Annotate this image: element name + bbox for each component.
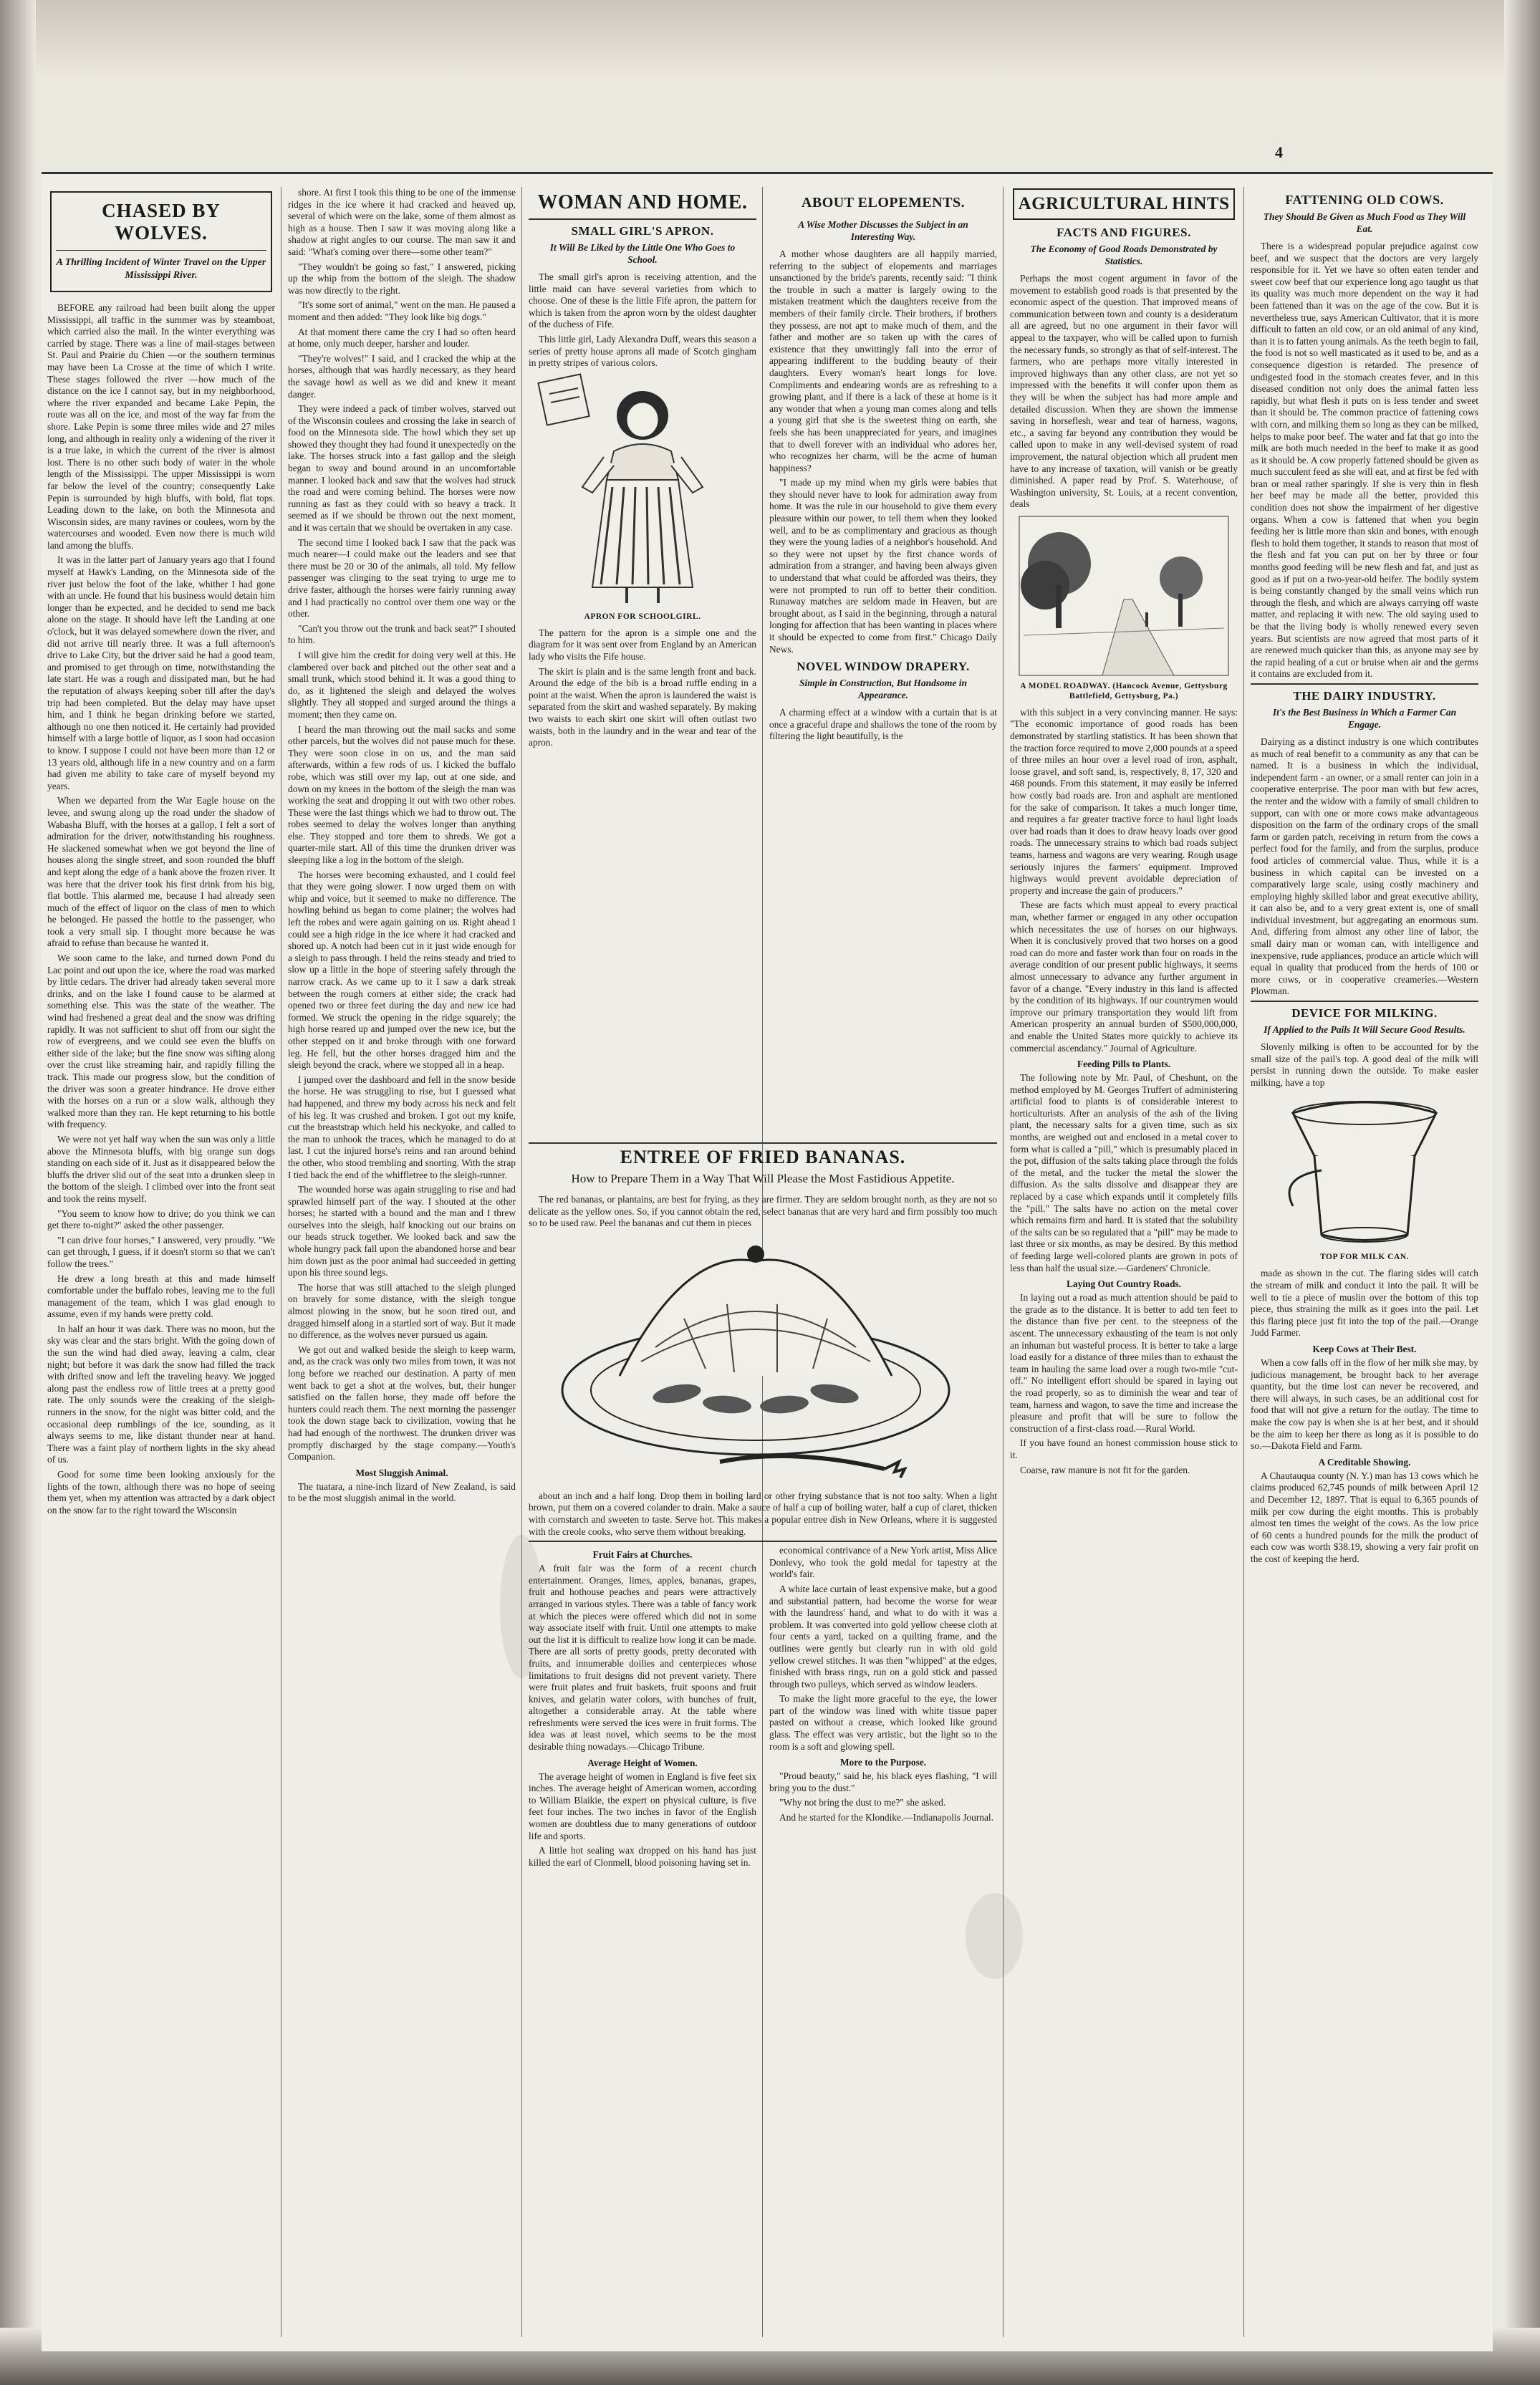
- article-paragraph: The horse that was still attached to the sleigh plunged on bravely for some distance, with the sleigh tongue almost plowing in the snow, but he soon tired out, and dragged himself along in a startled sort of way. But it made no difference, as the wolves never pursued us again.: [288, 1281, 516, 1341]
- article-deck: If Applied to the Pails It Will Secure Good Results.: [1264, 1024, 1466, 1036]
- article-paragraph: with this subject in a very convincing manner. He says: "The economic importance of good roads has been demonstrated by startling statistics. It has been shown that the traction force required to move 2,000 pounds at a speed of three miles an hour over a level road of iron, asphalt, loose gravel, and soft sand, is, respectively, 8, 17, 320 and 468 pounds. From this statement, it may easily be inferred how costly bad roads are. Iron and asphalt are mentioned for the sake of comparison. It takes a much longer time, and requires a far greater tractive force to haul light loads over bad roads than it does to draw heavy loads over good roads. The unnecessary strains to which bad roads subject teams, harness and wagons are very wearing. Rough usage seriously injures the farmers' equipment. Improved highways would prevent avoidable depreciation of property and increase the gain of producers.": [1010, 706, 1238, 896]
- article-paragraph: In half an hour it was dark. There was no moon, but the sky was clear and the stars bright. With the going down of the sun the wind had died away, leaving a calm, clear night; but before it was dark the snow had filled the track with drifted snow and left the traveling heavy. We jogged along past the endless row of little trees at a pretty good rate. The only sounds were the creaking of the sleigh-runners in the snow, for the night was bitter cold, and the occasional deep rumblings of the ice, sounding, as it always seems to me, like distant thunder near at hand. There was a faint play of northern lights in the sky ahead of us.: [47, 1323, 275, 1465]
- column-5: [1010, 187, 1238, 2337]
- page-corner-mark: 4: [1275, 143, 1283, 161]
- article-paragraph: The skirt is plain and is the same length front and back. Around the edge of the bib is a broad ruffle ending in a point at the waist. When the apron is laundered the waist is separated from the skirt and washed separately. By making two waists to each skirt one skirt will often outlast two waists, both in the laundry and in the wear and tear of the apron.: [529, 665, 756, 748]
- entree-article: [529, 1140, 997, 2337]
- headline-chased-by-wolves: CHASED BY WOLVES.: [56, 200, 266, 251]
- subcolumn-right: [769, 1545, 997, 2018]
- article-paragraph: We were not yet half way when the sun was only a little above the Minnesota bluffs, with big orange sun dogs standing on each side of it. Just as it disappeared below the bluffs the driver slid out of the seat into a drunken sleep in the bottom of the sleigh. I climbed over into the front seat and took the reins myself.: [47, 1133, 275, 1204]
- headline-deck: A Thrilling Incident of Winter Travel on the Upper Mississippi River.: [56, 257, 266, 281]
- divider: [529, 218, 756, 220]
- article-paragraph: BEFORE any railroad had been built along the upper Mississippi, all traffic in the summer was by steamboat, which carried also the mail. In the winter everything was carried by stage. There was a line of mail-stages between St. Paul and Prairie du Chien —or the southern terminus may have been La Crosse at the time of which I write. These stages followed the river —how much of the distance on the ice I cannot say, but in my neighborhood, where the river expanded and became Lake Pepin, the route was all on the ice, and most of the way far from the shore. Lake Pepin is some three miles wide and 27 miles long, and although in reality only a widening of the river it is a true lake, in which the current of the river is almost lost. There is no other such body of water in the whole length of the Mississippi. The upper Mississippi is worn far below the level of the country; consequently Lake Pepin is surrounded by high bluffs, with bold, flat tops. Leading down to the lake, on both the Minnesota and Wisconsin sides, are many ravines or coulees, worn by the watercourses and wooded. Even now there is much wild land among the bluffs.: [47, 302, 275, 551]
- article-paragraph: economical contrivance of a New York artist, Miss Alice Donlevy, who took the gold medal for tapestry at the world's fair.: [769, 1545, 997, 1580]
- article-paragraph: When a cow falls off in the flow of her milk she may, by judicious management, be brought back to her average quantity, but the time lost can never be recovered, and there will always, in such cases, be an additional cost for food that will not give a return for the outlay. The time to make the cow pay is when she is at her best, and it should be the aim to keep her there as long as it is possible to do so.—Dakota Field and Farm.: [1251, 1357, 1478, 1452]
- subhead-creditable-showing: A Creditable Showing.: [1318, 1456, 1411, 1468]
- article-paragraph: "Can't you throw out the trunk and back seat?" I shouted to him.: [288, 622, 516, 646]
- article-paragraph: To make the light more graceful to the eye, the lower part of the window was lined with white tissue paper pasted on without a crease, which looked like ground glass. The effect was very artistic, but the light so to the room is a soft and glowing spell.: [769, 1693, 997, 1752]
- article-paragraph: The second time I looked back I saw that the pack was much nearer—I could make out the leaders and see that there must be 20 or 30 of the animals, all told. My fellow passenger was clinging to the seat trying to urge me to drive faster, although the horses were fairly running away and I had practically no control over them one way or the other.: [288, 536, 516, 620]
- model-roadway-illustration: [1016, 514, 1231, 678]
- article-paragraph: The average height of women in England is five feet six inches. The average height of American women, according to William Blaikie, the expert on physical culture, is five feet four inches. The two inches in favor of the English women are doubtless due to many generations of outdoor life and sports.: [529, 1770, 756, 1841]
- section-title-box: [1013, 188, 1235, 220]
- bananas-dish-illustration: [541, 1233, 985, 1490]
- article-paragraph: The horses were becoming exhausted, and I could feel that they were going slower. I now urged them on with whip and voice, but it seemed to make no difference. The howling behind us began to come plainer; the wolves had left the robes and were again gaining on us. Right ahead I could see a high ridge in the ice where it had cracked and shored up. A notch had been cut in it just wide enough for a sleigh to pass through. I held the reins steady and tried to slow up a little in the hope of steering safely through the narrow crack. As we came up to it I saw a dark streak between the rough corners at either side; the crack had opened two or three feet during the day and new ice had formed. We struck the opening in the ridge squarely; the high horse reared up and jumped over the new ice, but the other stepped on it and broke through with one forward leg. He fell, but the other horses dragged him and the sleigh beyond the crack, where we stopped all in a heap.: [288, 869, 516, 1071]
- headline-entree-fried-bananas: ENTREE OF FRIED BANANAS.: [620, 1147, 906, 1167]
- article-paragraph: "You seem to know how to drive; do you think we can get there to-night?" asked the other passenger.: [47, 1208, 275, 1231]
- milk-can-top-illustration: [1264, 1092, 1465, 1249]
- article-paragraph: We soon came to the lake, and turned down Pond du Lac point and out upon the ice, where the road was marked by little cedars. The driver had already taken several more drinks, and on the lake I found cause to be alarmed at something else. This was the state of the weather. The wind had freshened a great deal and the snow was drifting rapidly. It was not sufficient to shut off from our sight the row of evergreens, and we could see even the bluffs on either side of the lake; but the fine snow was sifting along over the crust like streaming hair, and rapidly filling the track. This made our progress slow, but the condition of the driver was soon a greater hindrance. He drove either with the horses on a run or a slow walk, although they walked more than they ran. He kept returning to his bottle with frequency.: [47, 953, 275, 1130]
- subhead-feeding-pills: Feeding Pills to Plants.: [1077, 1059, 1171, 1070]
- scan-edge-right: [1504, 0, 1540, 2385]
- article-paragraph: "It's some sort of animal," went on the man. He paused a moment and then added: "They look like big dogs.": [288, 299, 516, 322]
- column-1: [47, 187, 275, 2337]
- subhead-laying-out-roads: Laying Out Country Roads.: [1067, 1278, 1181, 1290]
- article-paragraph: shore. At first I took this thing to be one of the immense ridges in the ice where it had cracked and heaved up, several of which were on the lake, some of them almost as high as a house. Then I saw it was moving along like a shadow at right angles to our course. The man saw it and said: "What's coming over there—some other team?": [288, 187, 516, 257]
- divider: [1251, 1001, 1478, 1002]
- article-paragraph: Perhaps the most cogent argument in favor of the movement to establish good roads is that presented by the economic aspect of the question. That improved means of communication between town and county is a desideratum all are agreed, but no one argument in their favor will appeal to the taxpayer, who will be called upon to furnish the necessary funds, so strongly as that of self-interest. The farmers, who are perhaps more vitally interested in improved highways than any other class, are not yet so impressed with the benefits it will confer upon them as they will be when the subject has had more ample and detailed discussion. When they are shown the immense saving in horseflesh, wear and tear of harness, wagons, etc., a saving far beyond any contribution they would be called upon to make in any well-devised system of road improvement, the natural objection which all prudent men have to any increase of taxation, will vanish or be greatly diminished. A paper read by Prof. S. Waterhouse, of Washington university, St. Louis, at a recent convention, deals: [1010, 273, 1238, 510]
- article-paragraph: Good for some time been looking anxiously for the lights of the town, although there was no hope of seeing them yet, when my attention was attracted by a dark object on the snow far to the right toward the Wisconsin: [47, 1469, 275, 1516]
- article-paragraph: At that moment there came the cry I had so often heard at home, only much deeper, harsher and louder.: [288, 326, 516, 350]
- article-paragraph: If you have found an honest commission house stick to it.: [1010, 1437, 1238, 1460]
- subhead-keep-cows: Keep Cows at Their Best.: [1312, 1343, 1417, 1354]
- article-paragraph: "They're wolves!" I said, and I cracked the whip at the horses, although that was hardly necessary, as they heard the savage howl as well as we did and knew it meant danger.: [288, 352, 516, 400]
- article-deck: The Economy of Good Roads Demonstrated by Statistics.: [1030, 244, 1218, 266]
- column-rule: [1003, 187, 1004, 2337]
- column-3: [529, 187, 756, 1134]
- newspaper-page: [42, 172, 1493, 2351]
- article-paragraph: The wounded horse was again struggling to rise and had sprawled himself part of the way. I shouted at the other horses; he started with a bound and the man and I threw ourselves into the sleigh, half knocking out our brains on our heads struck together. We looked back and saw the whole hungry pack fall upon the abandoned horse and bear him down just as the poor animal had succeeded in getting upon his three sound legs.: [288, 1184, 516, 1278]
- subhead-fruit-fairs: Fruit Fairs at Churches.: [592, 1549, 693, 1561]
- article-paragraph: "I can drive four horses," I answered, very proudly. "We can get through, I guess, if it doesn't storm so that we can't follow the trees.": [47, 1234, 275, 1269]
- article-paragraph: Dairying as a distinct industry is one which contributes as much of real benefit to a community as any that can be named. It is a business in which the individual, independent farm - an owner, or a small renter can join in a cooperative enterprise. The poor man with but few acres, the renter and the widow with a family of small children to support, can with one or more cows make advantageous disposition on the farm of the ordinary crops of the small farm or garden patch, receiving in return from the cows a perfect food for the family, and from the surplus, produce food articles of commercial value. Thus, while it is a business in which capital can be invested on a comparatively large scale, using costly machinery and employing highly skilled labor and great executive ability, it can also be, and to a very great extent is, one of small individual investment, but aggregating an enormous sum. And, differing from almost any other line of labor, the small dairy man or woman can, with intelligence and inexpensive, rude appliances, produce an article which will equal in quality that produced from the herds of 100 or more cows, or in cooperative creameries.—Western Plowman.: [1251, 736, 1478, 997]
- article-deck: It's the Best Business in Which a Farmer Can Engage.: [1272, 706, 1457, 730]
- article-paragraph: A mother whose daughters are all happily married, referring to the subject of elopements and marriages unsanctioned by the bride's parents, recently said: "I think the trouble in such a matter is largely owing to the mistaken treatment which the daughters receive from the members of their family circle. Their brothers, if brothers they possess, are not apt to make much of them, and the father and mother are so taken up with the cares of existence that they unwittingly fall into the error of appearing indifferent to the budding beauty of their daughters. Every woman's heart longs for love. Compliments and endearing words are as refreshing to a growing plant, and if there is a lack of these at home is it any wonder that when a young man comes along and tells a young girl that she is the sweetest thing on earth, she feels she has been unappreciated for years, and imagines that to dwell forever with an individual who adores her, who recognizes her charm, will be the acme of human happiness?: [769, 249, 997, 473]
- scan-edge-left: [0, 0, 36, 2385]
- column-rule: [1243, 187, 1244, 2337]
- article-paragraph: A charming effect at a window with a curtain that is at once a graceful drape and shallows the tone of the room by filtering the light beautifully, is the: [769, 707, 997, 742]
- headline-box: [50, 191, 272, 292]
- article-paragraph: I jumped over the dashboard and fell in the snow beside the horse. He was struggling to rise, but I guessed what had happened, and threw my body across his neck and felt of his leg. It was crushed and broken. I got out my knife, cut the breaststrap which held his neckyoke, and called to the man to unhook the traces, which he managed to do at last. I cut the injured horse's reins and ran around behind the other, who stood trembling and snorting. With the strap I tied back the end of the whiffletree to the sleigh-runner.: [288, 1074, 516, 1180]
- column-rule: [521, 187, 522, 2337]
- column-4: [769, 187, 997, 1134]
- subhead-small-girls-apron: SMALL GIRL'S APRON.: [571, 224, 714, 238]
- subhead-novel-window-drapery: NOVEL WINDOW DRAPERY.: [797, 660, 970, 674]
- article-paragraph: "They wouldn't be going so fast," I answered, picking up the whip from the bottom of the sleigh. The shadow was now directly to the right.: [288, 261, 516, 296]
- article-deck: A Wise Mother Discusses the Subject in an Interesting Way.: [798, 219, 968, 242]
- article-paragraph: This little girl, Lady Alexandra Duff, wears this season a series of pretty house aprons all made of Scotch gingham in pretty stripes of various colors.: [529, 333, 756, 369]
- illustration-caption: APRON FOR SCHOOLGIRL.: [584, 612, 701, 621]
- section-title-agricultural-hints: AGRICULTURAL HINTS: [1018, 194, 1230, 213]
- illustration-caption: A MODEL ROADWAY. (Hancock Avenue, Gettysburg Battlefield, Gettysburg, Pa.): [1020, 681, 1228, 700]
- subhead-more-to-purpose: More to the Purpose.: [839, 1757, 927, 1768]
- section-title-about-elopements: ABOUT ELOPEMENTS.: [801, 195, 966, 211]
- section-title-fattening-old-cows: FATTENING OLD COWS.: [1285, 193, 1444, 207]
- subhead-average-height: Average Height of Women.: [587, 1757, 698, 1768]
- article-paragraph: "Proud beauty," said he, his black eyes flashing, "I will bring you to the dust.": [769, 1770, 997, 1793]
- illustration-caption: TOP FOR MILK CAN.: [1320, 1253, 1409, 1262]
- apron-girl-illustration: [535, 372, 750, 609]
- article-paragraph: The following note by Mr. Paul, of Cheshunt, on the method employed by M. Georges Truffert of administering artificial food to plants is of considerable interest to horticulturists. After an analysis of the ash of the living plant, the necessary salts for a given time, such as six months, are weighed out and enclosed in a metal cover to form what is called a "pill," which is presumably placed in the pot, diffusion of the salts taking place through the folds of the metal, and the tucker the metal the slower the diffusion. As the salts dissolve and disappear they are replaced by a case which expands until it completely fills the "pill." The salts have no action on the metal cover which remains firm and hard. It is stated that the solubility of the salts can be so regulated that a "pill" may be made to last three or six months, as may be desired. By this method of feeding large well-colored plants are grown in pots of less than half the usual size.—Gardeners' Chronicle.: [1010, 1072, 1238, 1273]
- article-paragraph: The pattern for the apron is a simple one and the diagram for it was sent over from England by an American lady who visits the Fife house.: [529, 627, 756, 662]
- article-paragraph: In laying out a road as much attention should be paid to the grade as to the distance. It is better to add ten feet to the distance than five per cent. to the steepness of the ascent. The unnecessary exhausting of the team is not only an inhuman but wasteful process. It is better to take a large load easily for a distance of three miles than to exhaust the team in hauling the same load over a rough two-mile "cut-off." No intelligent effort should be spared in laying out the road properly, so as to diminish the wear and tear of team, harness and wagon, to save the time and increase the pleasure and profit that will be sure to follow the construction of a first-class road.—Rural World.: [1010, 1292, 1238, 1434]
- article-paragraph: Slovenly milking is often to be accounted for by the small size of the pail's top. A good deal of the milk will persist in running down the outside. To make easier milking, have a top: [1251, 1041, 1478, 1088]
- divider: [529, 1541, 997, 1542]
- subhead-facts-and-figures: FACTS AND FIGURES.: [1057, 226, 1191, 239]
- article-deck: They Should Be Given as Much Food as They Will Eat.: [1263, 211, 1466, 234]
- subhead-sluggish-animal: Most Sluggish Animal.: [355, 1467, 448, 1478]
- article-paragraph: I heard the man throwing out the mail sacks and some other parcels, but the wolves did not pause much for these. They were soon close in on us, and the man said afterwards, within a few rods of us. I kicked the buffalo robe, which was still over my lap, out at one side, and down on my knees in the bottom of the sleigh the man was working the seat and dropping it out with two other robes. These were the last things which we had to throw out. The robes seemed to delay the wolves longer than anything else. They stopped and tore them to shreds. We got a quarter-mile start. All of this time the drunken driver was sleeping like a log in the bottom of the sleigh.: [288, 723, 516, 866]
- scan-edge-top: [0, 0, 1540, 79]
- article-deck: Simple in Construction, But Handsome in Appearance.: [799, 678, 968, 701]
- article-paragraph: "I made up my mind when my girls were babies that they should never have to look for admiration away from home. It was the rule in our household to give them every pleasure within our power, to tell them when they looked well, and to be as complimentary and gracious as though they were the young ladies of a neighbor's household. And so they were not upset by the first chance words of admiration from a stranger, and having been always given to understand that what could be afforded was theirs, they were not prompted to run off to better their condition. Runaway matches are seldom made in Heaven, but are brought about, as I said in the beginning, through a natural longing for affection that has been wanting in places where it should be expected to come from first." Chicago Daily News.: [769, 477, 997, 655]
- article-paragraph: made as shown in the cut. The flaring sides will catch the stream of milk and conduct it into the pail. It will be well to tie a piece of muslin over the bottom of this top piece, thus straining the milk as it goes into the pail. Let this flaring piece just fit into the top of the pail.—Orange Judd Farmer.: [1251, 1268, 1478, 1339]
- article-paragraph: He drew a long breath at this and made himself comfortable under the buffalo robes, leaving me to the full management of the team, which I was glad enough to assume, even if my hands were pretty cold.: [47, 1273, 275, 1320]
- article-paragraph: And he started for the Klondike.—Indianapolis Journal.: [779, 1812, 993, 1823]
- article-paragraph: The small girl's apron is receiving attention, and the little maid can have several varieties from which to choose. One of these is the little Fife apron, the pattern for which is taken from the apron worn by the oldest daughter of the duchess of Fife.: [529, 271, 756, 330]
- article-deck: How to Prepare Them in a Way That Will Please the Most Fastidious Appetite.: [571, 1172, 955, 1185]
- article-paragraph: A little hot sealing wax dropped on his hand has just killed the earl of Clonmell, blood poisoning having set in.: [529, 1845, 756, 1868]
- divider: [529, 1142, 997, 1144]
- article-paragraph: The red bananas, or plantains, are best for frying, as they are firmer. They are seldom brought north, as they are not so delicate as the yellow ones. So, if you cannot obtain the red, select bananas that are very hard and firm possibly too much so to be used raw. Peel the bananas and cut them in pieces: [529, 1194, 997, 1229]
- article-deck: It Will Be Liked by the Little One Who Goes to School.: [549, 242, 736, 265]
- subhead-dairy-industry: THE DAIRY INDUSTRY.: [1293, 688, 1436, 703]
- article-paragraph: When we departed from the War Eagle house on the levee, and swung along up the road under the shadow of Wabasha Bluff, with the horses at a gallop, I felt a sort of admiration for the driver, notwithstanding his roughness. He slackened somewhat when we got beyond the line of houses along the single street, and soon rounded the bluff and kept along the edge of a bank above the frozen river. It was here that the driver took his first drink from his big, flat bottle. This alarmed me, because I had already seen much of the effect of liquor on the class of men to which he belonged. He passed the bottle to the passenger, who took a very small sip. I thought more because he was afraid to refuse than because he wanted it.: [47, 795, 275, 949]
- column-6: [1251, 187, 1478, 2337]
- article-paragraph: about an inch and a half long. Drop them in boiling lard or other frying substance that is not too salty. When a light brown, put them on a covered colander to drain. Make a sauce of half a cup of boiling water, half a cup of claret, thicken with cornstarch and sweeten to taste. Serve hot. This makes a popular entree dish in New Orleans, where it is suggested with the creole cooks, who serve them without breaking.: [529, 1490, 997, 1537]
- article-paragraph: Coarse, raw manure is not fit for the garden.: [1020, 1464, 1190, 1475]
- scan-smudge: [500, 1535, 543, 1678]
- article-paragraph: A fruit fair was the form of a recent church entertainment. Oranges, limes, apples, bananas, grapes, fruit and hothouse peaches and pears were attractively arranged in various styles. There was a table of fancy work at which the pieces were offered which did not in some way associate itself with fruit. Until one attempts to make out the list it is difficult to realize how long it can be made. There are all sorts of pretty goods, pretty decorated with fruits, and innumerable doilies and centerpieces whose limitations to fruit designs did not prevent variety. There were fruit plates and fruit baskets, fruit spoons and fruit knives, and gelatin water colors, with bunches of fruit, altogether a considerable array. At the table where refreshments were served the ices were in fruit forms. The idea was at least novel, which seems to be the most desirable thing nowadays.—Chicago Tribune.: [529, 1563, 756, 1753]
- article-paragraph: These are facts which must appeal to every practical man, whether farmer or engaged in any other occupation which necessitates the use of horses on our highways. When it is conclusively proved that two horses on a good road can do more and faster work than four on roads in the average condition of our present public highways, it seems almost unnecessary to advance any further argument in favor of a change. "Every industry in this land is affected by the condition of its highways. If our countrymen would improve our primary transportation they would lift from American prosperity an annual burden of $500,000,000, and enable the United States more quickly to achieve its commercial ascendancy." Journal of Agriculture.: [1010, 900, 1238, 1054]
- scan-smudge: [966, 1893, 1023, 1979]
- article-paragraph: It was in the latter part of January years ago that I found myself at Hawk's Landing, on the Minnesota side of the river just below the foot of the lake, whither I had gone with an uncle. He found that his business would detain him longer than he expected, and he decided to send me back alone on the stage. It should have left the Landing at one o'clock, but it was delayed somewhere down the river, and did not arrive till nearly three. It was a full afternoon's drive to Lake City, but the driver said he had a good team, and promised to get through on time, notwithstanding the late start. He was a rough and dissipated man, but he had the reputation of always keeping sober till after the day's trip had been completed. But the delay may have upset him, and I think he began drinking before we started, although no one then noticed it. He certainly had provided himself with a large bottle of liquor, as I soon had occasion to know. I suppose I could not have been more than 12 or 13 years old, although life in a new country and on a farm had given me ability to take care of myself beyond my years.: [47, 554, 275, 791]
- article-paragraph: They were indeed a pack of timber wolves, starved out of the Wisconsin coulees and crossing the lake in search of food on the Minnesota side. The howl which they set up showed they thought they had found it unexpectedly on the lake. The horses struck into a fast gallop and the sleigh began to sway and bound around in an uncomfortable manner. I looked back and saw that the wolves had struck the road and were coming behind. The horses were now running as fast as they could with so heavy a track. It seemed as if we should be thrown out the next moment, and it was certain that we should be overtaken in any case.: [288, 403, 516, 534]
- article-paragraph: A white lace curtain of least expensive make, but a good and substantial pattern, had become the worse for wear with the laundress' hand, and what to do with it was a problem. It was converted into gold yellow cheese cloth at four cents a yard, tacked on a quilting frame, and the outlines were gently but clearly run in with old gold yellow crewel stitches. It was then "whipped" at the edges, finished with brass rings, run on a gold stick and passed through two pulleys, which served as window leaders.: [769, 1583, 997, 1690]
- article-paragraph: A Chautauqua county (N. Y.) man has 13 cows which he claims produced 62,745 pounds of milk between April 12 and December 12, 1897. That is equal to 6,365 pounds of milk per cow during the eight months. This is probably almost ten times the weight of the cows. As the low price of 60 cents a hundred pounds for the milk the product of each cow was worth $38.19, showing a very fair profit on the cost of keeping the herd.: [1251, 1470, 1478, 1564]
- divider: [1251, 683, 1478, 685]
- article-paragraph: There is a widespread popular prejudice against cow beef, and we suspect that the doctors are very largely responsible for it. Yet we have so often eaten tender and sweet cow beef that our experience long ago taught us that its quality was much more dependent on the way it had been fattened than it was on the age of the cow. But it is nevertheless true, says American Cultivator, that it is more difficult to fatten an old cow, or an old animal of any kind, than it is to fatten young animals. As the teeth begin to fail, the food is not so well masticated as it used to be, and as a consequence digestion is retarded. The presence of undigested food in the stomach creates fever, and in this diseased condition not only does the animal fatten less rapidly, but what flesh it puts on is less tender and sweet than it should be. The common practice of fattening cows with corn, and milking them so long as they can be milked, helps to make poor beef. The water and fat that go into the milk are both much needed in the beef to make it as good as it should be. A cow properly fattened should be given as much succulent feed as she will eat, and at first be fed with bran or meal rather sparingly. If she is very thin in flesh her beef may be made all the better, provided this condition does not show the impairment of her digestive organs. When a cow is fattened that when you begin feeding her is little more than skin and bones, with enough flesh to hold them together, it stands to reason that most of the flesh and fat you can put on her by three or four months good feeding will be new flesh and fat, and just as good as if put on a two-year-old heifer. The bodily system is being constantly changed by the small veins which run through the flesh, and which are always carrying off waste matter, and replacing it with new. The old saying used to be that the living body is wholly renewed every seven years. But scientists are now agreed that most parts of it are renewed much quicker than this, as anyone may see by the rapid healing of a cut or bruise when air and the germs it contains are excluded from it.: [1251, 241, 1478, 680]
- article-paragraph: We got out and walked beside the sleigh to keep warm, and, as the crack was only two miles from town, it was not long before we reached our destination. A party of men went back to get a shot at the wolves, but, their hunger satisfied on the fallen horse, they made off before the hunters could reach them. The next morning the passenger took the down stage back to civilization, vowing that he had had enough of the northwest. The drunken driver was promptly discharged by the stage company.—Youth's Companion.: [288, 1344, 516, 1463]
- column-rule: [762, 1545, 763, 2018]
- article-paragraph: The tuatara, a nine-inch lizard of New Zealand, is said to be the most sluggish animal in the world.: [288, 1480, 516, 1504]
- subcolumn-left: [529, 1545, 756, 2018]
- article-paragraph: "Why not bring the dust to me?" she asked.: [779, 1797, 946, 1808]
- column-2: [288, 187, 516, 2337]
- article-paragraph: I will give him the credit for doing very well at this. He clambered over back and pitched out the other seat and a small trunk, which stood behind it. It was a good thing to do, as it lightened the sleigh and delayed the wolves slightly. They all stopped and surged around the things a moment; then they came on.: [288, 649, 516, 720]
- entree-subcolumns: [529, 1545, 997, 2018]
- subhead-device-for-milking: DEVICE FOR MILKING.: [1291, 1006, 1438, 1021]
- section-title-woman-and-home: WOMAN AND HOME.: [537, 191, 748, 213]
